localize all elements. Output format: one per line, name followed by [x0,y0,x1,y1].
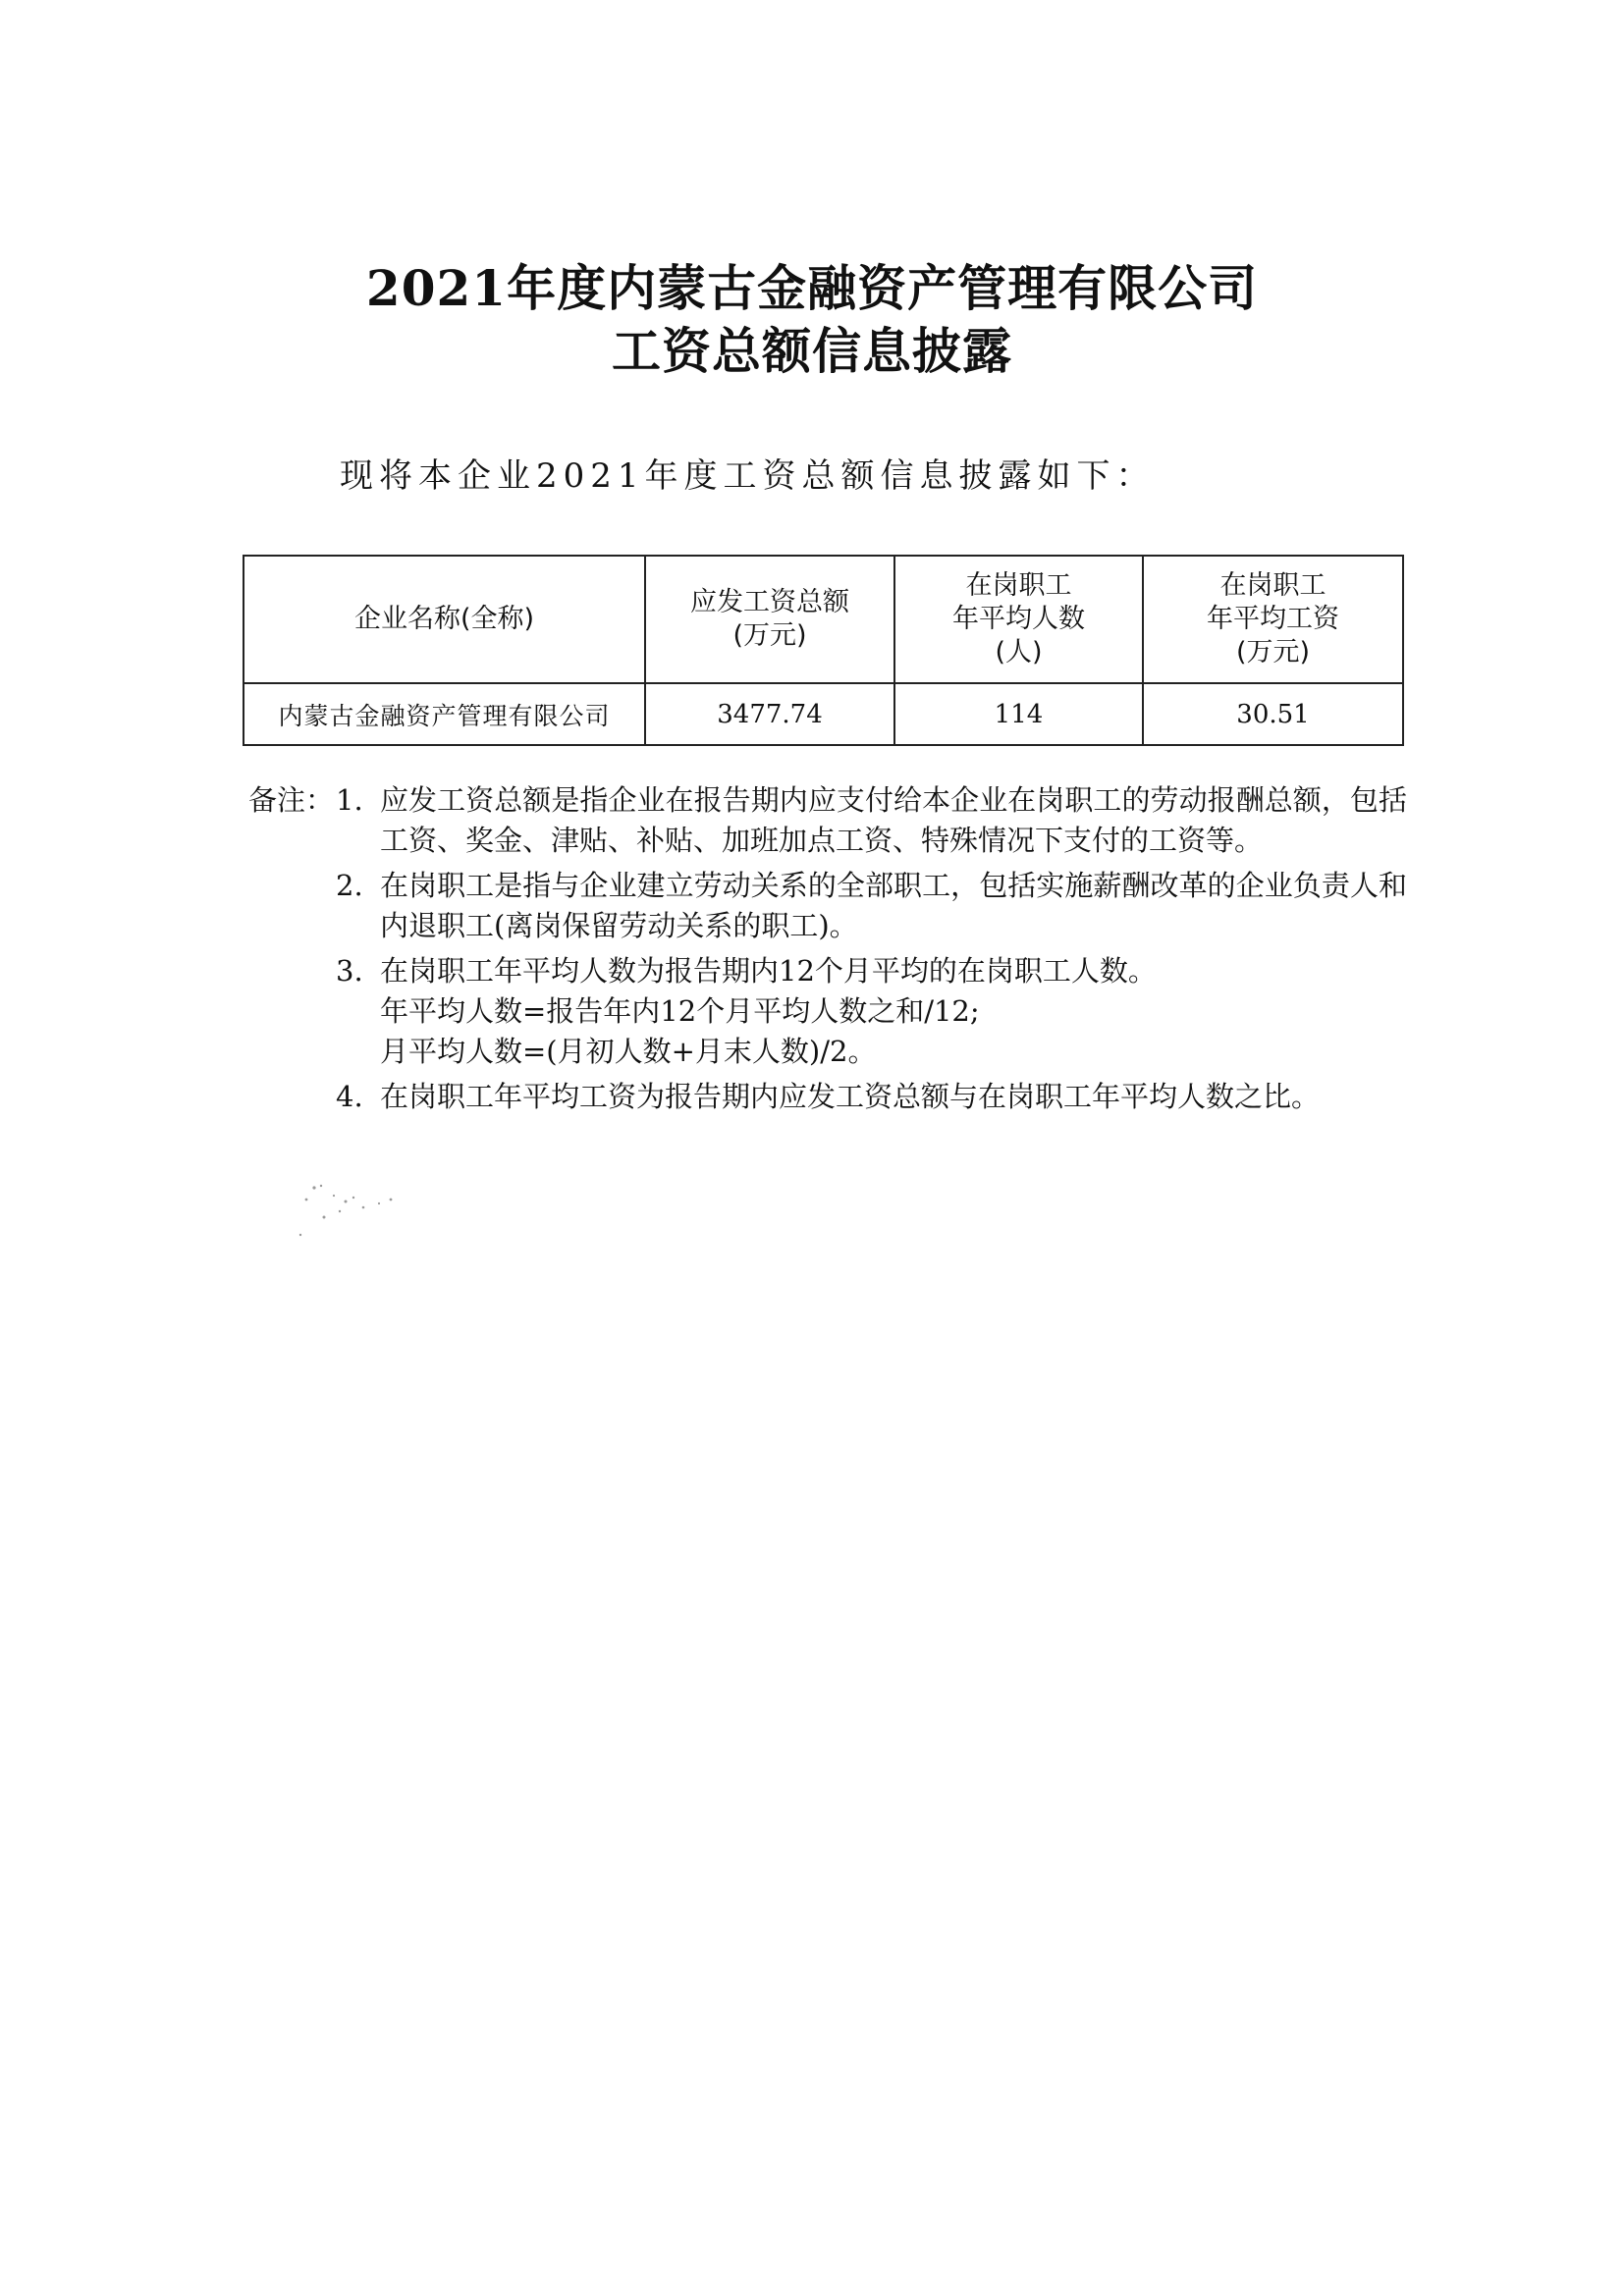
note-item-1 [248,780,1407,861]
table-header-row [244,556,1403,683]
note-text: 在岗职工年平均工资为报告期内应发工资总额与在岗职工年平均人数之比。 [380,1080,1321,1113]
note-number: 2. [336,869,363,902]
note-text: 在岗职工年平均人数为报告期内12个月平均的在岗职工人数。 [380,954,1157,988]
note-number: 3. [336,954,363,988]
notes-lead-label: 备注： [248,783,335,817]
document-title-line-1: 2021年度内蒙古金融资产管理有限公司 [365,259,1259,317]
cell-company-name: 内蒙古金融资产管理有限公司 [244,683,645,745]
header-total-salary: 应发工资总额 (万元) [645,556,894,683]
header-company-name: 企业名称(全称) [244,556,645,683]
note-formula-annual: 年平均人数=报告年内12个月平均人数之和/12; [380,994,980,1028]
note-item-3 [248,951,1407,1072]
document-title-line-2: 工资总额信息披露 [612,322,1012,380]
cell-avg-headcount: 114 [894,683,1143,745]
note-item-2 [248,866,1407,946]
note-formula-monthly: 月平均人数=(月初人数+月末人数)/2。 [380,1035,877,1068]
note-number: 4. [336,1080,363,1113]
scan-smudge-marks [295,1178,412,1247]
note-text: 应发工资总额是指企业在报告期内应支付给本企业在岗职工的劳动报酬总额，包括工资、奖金、津贴、补贴、加班加点工资、特殊情况下支付的工资等。 [380,783,1407,857]
table-row [244,683,1403,745]
cell-total-salary: 3477.74 [645,683,894,745]
notes-section [248,780,1407,1122]
note-text: 在岗职工是指与企业建立劳动关系的全部职工，包括实施薪酬改革的企业负责人和内退职工(离岗保留劳动关系的职工)。 [380,869,1407,942]
cell-avg-salary: 30.51 [1143,683,1403,745]
note-item-4 [248,1077,1407,1117]
intro-paragraph: 现将本企业2021年度工资总额信息披露如下： [340,456,1156,496]
header-avg-salary: 在岗职工 年平均工资 (万元) [1143,556,1403,683]
note-number: 1. [336,783,363,817]
header-avg-headcount: 在岗职工 年平均人数 (人) [894,556,1143,683]
salary-info-table [243,555,1404,746]
